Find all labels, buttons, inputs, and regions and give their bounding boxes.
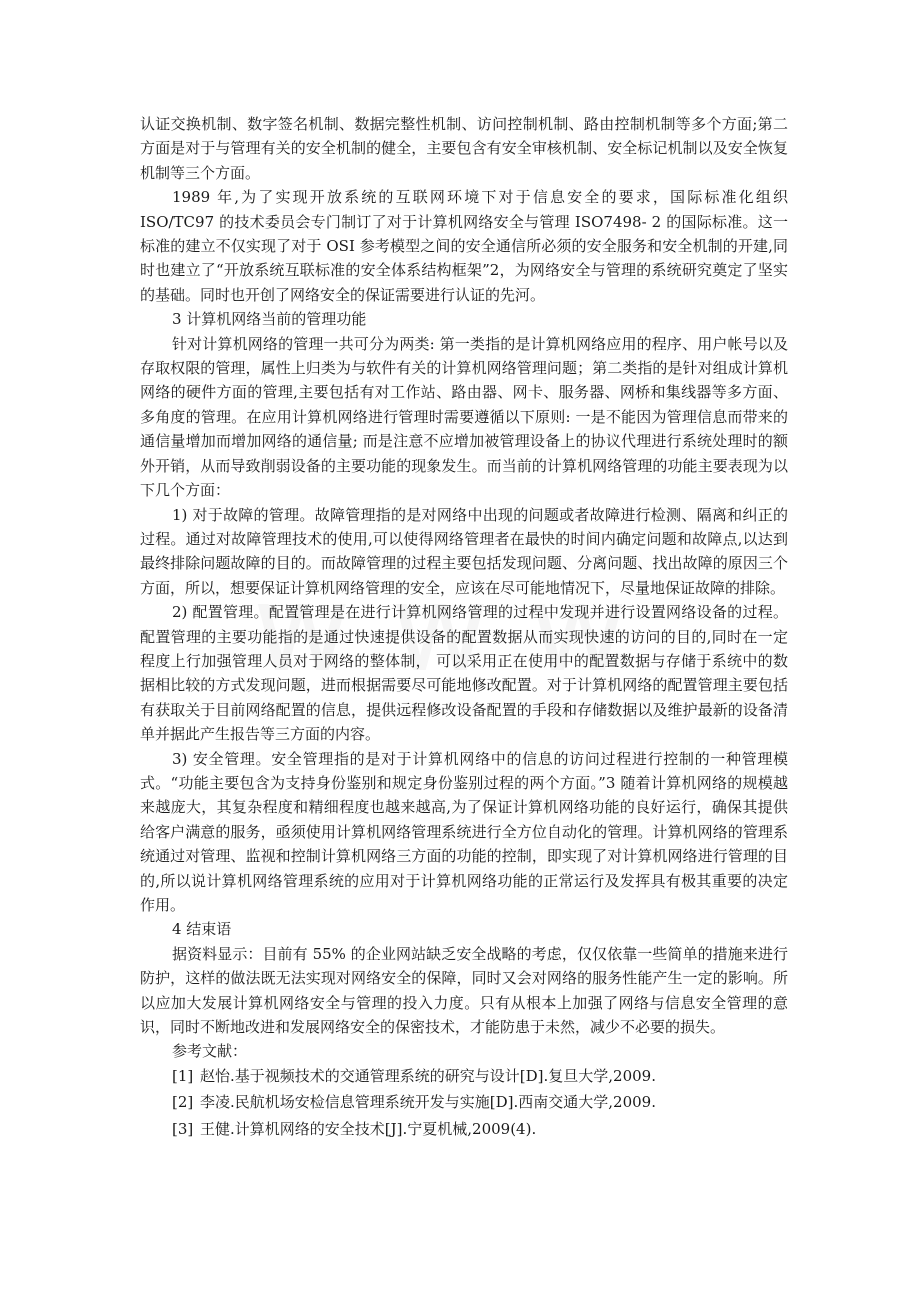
reference-number: [3] (172, 1119, 194, 1138)
reference-number: [1] (172, 1066, 194, 1085)
reference-item (140, 1117, 788, 1141)
paragraph-config-management: 2) 配置管理。配置管理是在进行计算机网络管理的过程中发现并进行设置网络设备的过程。配置管理的主要功能指的是通过快速提供设备的配置数据从而实现快速的访问的目的,同时在一定程度上行加强管理人员对于网络的整体制， 可以采用正在使用中的配置数据与存储于系统中的数据相比较的方式发现问题，进而根据需要尽可能地修改配置。对于计算机网络的配置管理主要包括有获取关于目前网络配置的信息，提供远程修改设备配置的手段和存储数据以及维护最新的设备清单并据此产生报告等三方面的内容。 (140, 603, 788, 744)
reference-text: 赵怡.基于视频技术的交通管理系统的研究与设计[D].复旦大学,2009. (200, 1066, 656, 1085)
paragraph-security-management: 3) 安全管理。安全管理指的是对于计算机网络中的信息的访问过程进行控制的一种管理模式。“功能主要包含为支持身份鉴别和规定身份鉴别过程的两个方面。”3 随着计算机网络的规模越来越庞大，其复杂程度和精细程度也越来越高,为了保证计算机网络功能的良好运行，确保其提供给客户满意的服务，亟须使用计算机网络管理系统进行全方位自动化的管理。计算机网络的管理系统通过对管理、监视和控制计算机网络三方面的功能的控制，即实现了对计算机网络进行管理的目的,所以说计算机网络管理系统的应用对于计算机网络功能的正常运行及发挥具有极其重要的决定作用。 (140, 749, 788, 914)
paragraph-conclusion: 据资料显示：目前有 55% 的企业网站缺乏安全战略的考虑，仅仅依靠一些简单的措施来进行防护，这样的做法既无法实现对网络安全的保障，同时又会对网络的服务性能产生一定的影响。所以应加大发展计算机网络安全与管理的投入力度。只有从根本上加强了网络与信息安全管理的意识，同时不断地改进和发展网络安全的保密技术，才能防患于未然，减少不必要的损失。 (140, 944, 788, 1037)
reference-item (140, 1064, 788, 1088)
reference-item (140, 1090, 788, 1114)
paragraph-3: 针对计算机网络的管理一共可分为两类: 第一类指的是计算机网络应用的程序、用户帐号以及存取权限的管理，属性上归类为与软件有关的计算机网络管理问题；第二类指的是针对组成计算机网络的硬件方面的管理,主要包括有对工作站、路由器、网卡、服务器、网桥和集线器等多方面、多角度的管理。在应用计算机网络进行管理时需要遵循以下原则: 一是不能因为管理信息而带来的通信量增加而增加网络的通信量; 而是注意不应增加被管理设备上的协议代理进行系统处理时的额外开销，从而导致削弱设备的主要功能的现象发生。而当前的计算机网络管理的功能主要表现为以下几个方面： (140, 334, 788, 500)
paragraph-1: 认证交换机制、数字签名机制、数据完整性机制、访问控制机制、路由控制机制等多个方面;第二方面是对于与管理有关的安全机制的健全，主要包含有安全审核机制、安全标记机制以及安全恢复机制等三个方面。 (140, 115, 788, 182)
section-heading-4: 4 结束语 (172, 920, 232, 939)
paragraph-fault-management: 1) 对于故障的管理。故障管理指的是对网络中出现的问题或者故障进行检测、隔离和纠正的过程。通过对故障管理技术的使用,可以使得网络管理者在最快的时间内确定问题和故障点,以达到最终排除问题故障的目的。而故障管理的过程主要包括发现问题、分离问题、找出故障的原因三个方面，所以，想要保证计算机网络管理的安全，应该在尽可能地情况下，尽量地保证故障的排除。 (140, 505, 788, 597)
reference-text: 王健.计算机网络的安全技术[J].宁夏机械,2009(4). (200, 1119, 537, 1138)
paragraph-2: 1989 年,为了实现开放系统的互联网环境下对于信息安全的要求，国际标准化组织 ISO/TC97 的技术委员会专门制订了对于计算机网络安全与管理 ISO7498- 2 的国际标准。这一标准的建立不仅实现了对于 OSI 参考模型之间的安全通信所必须的安全服务和安全机制的开建,同时也建立了“开放系统互联标准的安全体系结构框架”2，为网络安全与管理的系统研究奠定了坚实的基础。同时也开创了网络安全的保证需要进行认证的先河。 (140, 188, 788, 304)
section-heading-3: 3 计算机网络当前的管理功能 (172, 310, 367, 329)
document-page (140, 112, 788, 1143)
reference-number: [2] (172, 1093, 194, 1112)
reference-text: 李凌.民航机场安检信息管理系统开发与实施[D].西南交通大学,2009. (200, 1093, 656, 1112)
references-title: 参考文献： (172, 1042, 248, 1061)
